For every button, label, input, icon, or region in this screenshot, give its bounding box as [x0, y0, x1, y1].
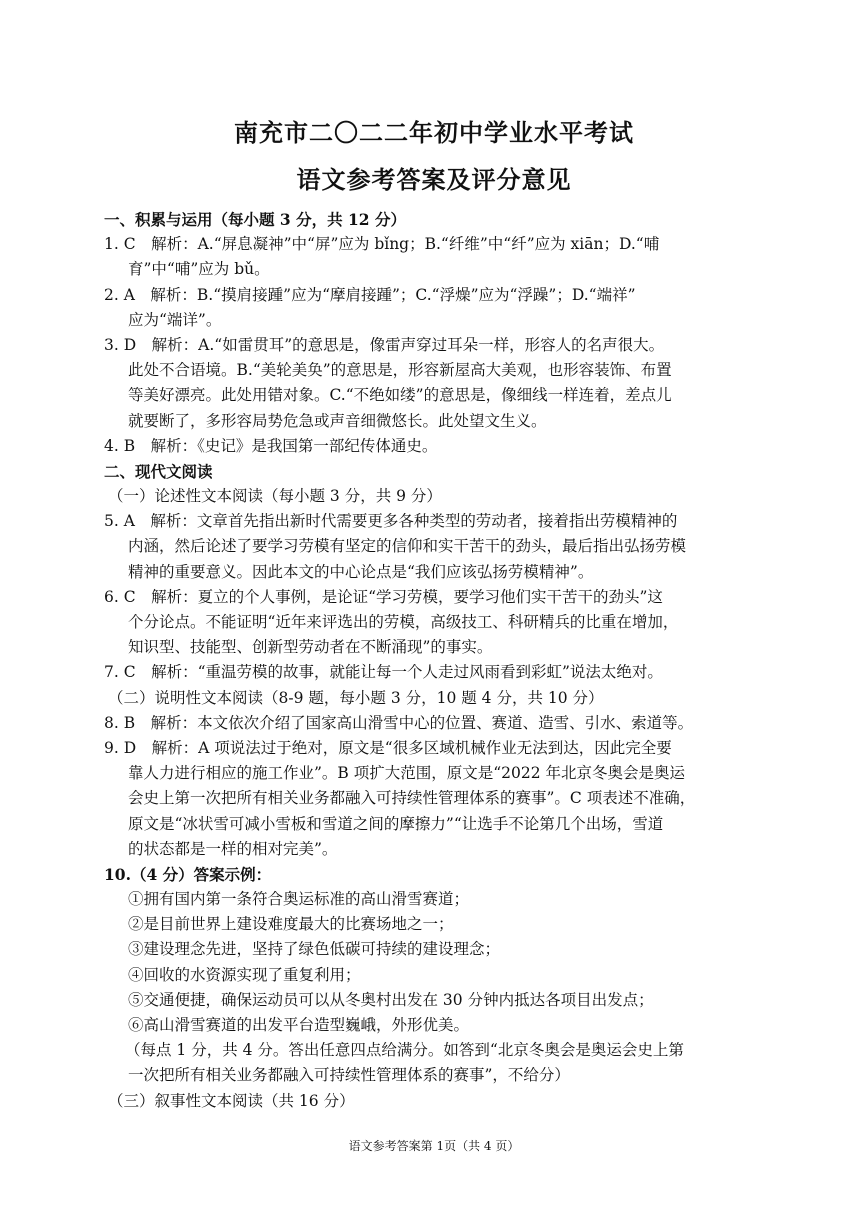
answer-line: 精神的重要意义。因此本文的中心论点是“我们应该弘扬劳模精神”。 — [128, 562, 594, 581]
answer-line: ③建设理念先进，坚持了绿色低碳可持续的建设理念； — [128, 940, 501, 959]
answer-line: 内涵，然后论述了要学习劳模有坚定的信仰和实干苦干的劲头，最后指出弘扬劳模 — [128, 537, 687, 556]
section-heading: 二、现代文阅读 — [104, 461, 213, 481]
answer-line: ④回收的水资源实现了重复利用； — [128, 965, 361, 984]
answer-line: 应为“端详”。 — [128, 310, 222, 329]
page-footer: 语文参考答案第 1页（共 4 页） — [348, 1139, 520, 1153]
answer-line: 此处不合语境。B.“美轮美奂”的意思是，形容新屋高大美观，也形容装饰、布置 — [128, 361, 672, 380]
answer-line: 5. A 解析：文章首先指出新时代需要更多各种类型的劳动者，接着指出劳模精神的 — [104, 512, 678, 531]
answer-line: 知识型、技能型、创新型劳动者在不断涌现”的事实。 — [128, 638, 493, 657]
answer-line: 1. C 解析：A.“屏息凝神”中“屏”应为 bǐng；B.“纤维”中“纤”应为 xiān；D.“哺 — [104, 235, 660, 254]
answer-line: 个分论点。不能证明“近年来评选出的劳模，高级技工、科研精兵的比重在增加， — [128, 613, 679, 631]
answer-line: 9. D 解析：A 项说法过于绝对，原文是“很多区域机械作业无法到达，因此完全要 — [104, 738, 672, 757]
section-heading: 10.（4 分）答案示例： — [104, 864, 272, 884]
answer-line: ①拥有国内第一条符合奥运标准的高山滑雪赛道； — [128, 890, 470, 909]
answer-line: 靠人力进行相应的施工作业”。B 项扩大范围，原文是“2022 年北京冬奥会是奥运 — [128, 764, 686, 783]
section-heading: 一、积累与运用（每小题 3 分，共 12 分） — [104, 210, 406, 229]
answer-line: ②是目前世界上建设难度最大的比赛场地之一； — [128, 915, 454, 934]
answer-line: ⑥高山滑雪赛道的出发平台造型巍峨，外形优美。 — [128, 1016, 470, 1034]
answer-line: 6. C 解析：夏立的个人事例，是论证“学习劳模，要学习他们实干苦干的劲头”这 — [104, 587, 663, 606]
answer-line: 育”中“哺”应为 bǔ。 — [128, 260, 270, 279]
exam-title: 南充市二〇二二年初中学业水平考试 — [234, 118, 634, 147]
answer-line: 会史上第一次把所有相关业务都融入可持续性管理体系的赛事”。C 项表述不准确， — [128, 789, 696, 808]
answer-line: 一次把所有相关业务都融入可持续性管理体系的赛事”，不给分） — [128, 1066, 570, 1085]
answer-line: 等美好漂亮。此处用错对象。C.“不绝如缕”的意思是，像细线一样连着，差点儿 — [128, 386, 672, 405]
answer-line: （每点 1 分，共 4 分。答出任意四点给满分。如答到“北京冬奥会是奥运会史上第 — [125, 1041, 684, 1060]
answer-line: （二）说明性文本阅读（8-9 题，每小题 3 分，10 题 4 分，共 10 分） — [108, 688, 604, 707]
answer-line: 3. D 解析：A.“如雷贯耳”的意思是，像雷声穿过耳朵一样，形容人的名声很大。 — [104, 335, 665, 354]
document-subtitle: 语文参考答案及评分意见 — [296, 165, 572, 194]
answer-line: （一）论述性文本阅读（每小题 3 分，共 9 分） — [108, 487, 442, 506]
answer-line: 的状态都是一样的相对完美”。 — [128, 839, 338, 858]
answer-line: 7. C 解析：“重温劳模的故事，就能让每一个人走过风雨看到彩虹”说法太绝对。 — [104, 663, 663, 682]
answer-line: 8. B 解析：本文依次介绍了国家高山滑雪中心的位置、赛道、造雪、引水、索道等。 — [104, 713, 694, 732]
answer-line: （三）叙事性文本阅读（共 16 分） — [108, 1091, 355, 1110]
answer-line: ⑤交通便捷，确保运动员可以从冬奥村出发在 30 分钟内抵达各项目出发点； — [128, 990, 654, 1009]
answer-line: 4. B 解析：《史记》是我国第一部纪传体通史。 — [104, 436, 438, 455]
answer-content — [104, 207, 772, 1114]
answer-line: 就要断了，多形容局势危急或声音细微悠长。此处望文生义。 — [128, 411, 547, 430]
answer-line: 原文是“冰状雪可减小雪板和雪道之间的摩擦力”“让选手不论第几个出场，雪道 — [128, 814, 664, 833]
answer-line: 2. A 解析：B.“摸肩接踵”应为“摩肩接踵”；C.“浮燥”应为“浮躁”；D.“端祥” — [104, 285, 636, 304]
